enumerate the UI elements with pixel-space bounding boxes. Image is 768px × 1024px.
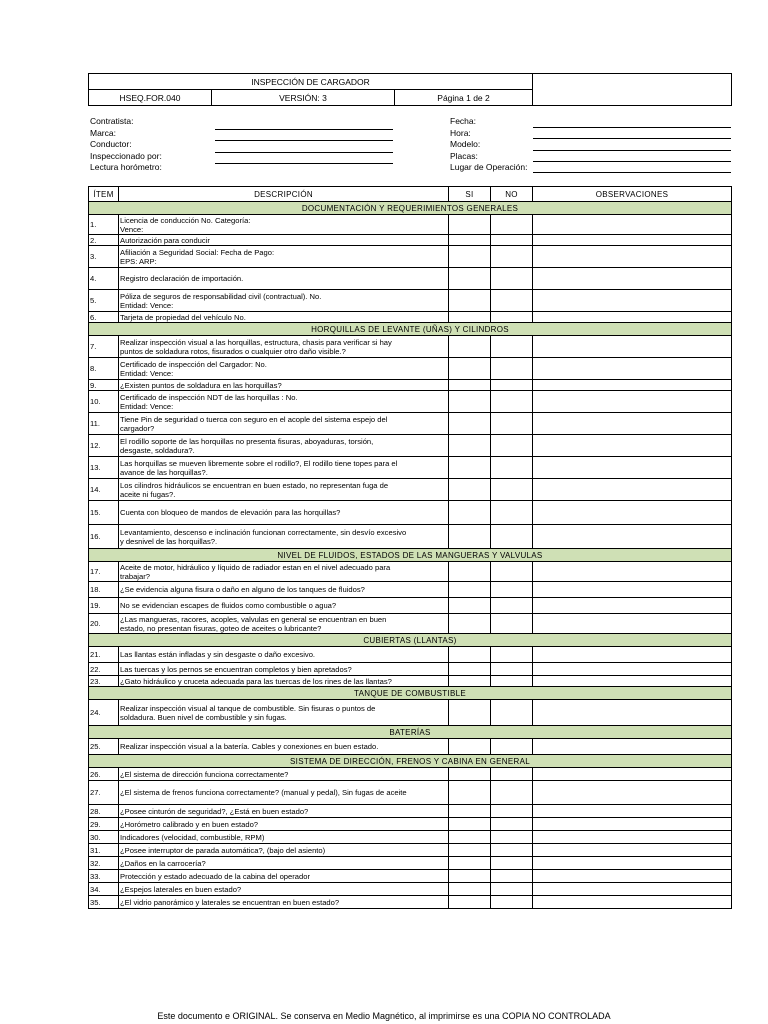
table-row [89,501,732,525]
no-checkbox-cell[interactable] [491,857,533,870]
si-checkbox-cell[interactable] [449,700,491,726]
item-description: ¿Las mangueras, racores, acoples, valvulas en general se encuentran en buen estado, no presentan fisuras, goteo de aceites o lubricante? [119,614,449,634]
observations-cell[interactable] [533,805,732,818]
no-checkbox-cell[interactable] [491,663,533,676]
table-row [89,831,732,844]
item-description: Las tuercas y los pernos se encuentran completos y bien apretados? [119,663,449,676]
section-header [89,323,732,336]
observations-cell[interactable] [533,831,732,844]
section-title: BATERÍAS [89,726,732,739]
item-description: Cuenta con bloqueo de mandos de elevación para las horquillas? [119,501,449,525]
no-checkbox-cell[interactable] [491,739,533,755]
no-checkbox-cell[interactable] [491,896,533,909]
item-description: ¿Daños en la carrocería? [119,857,449,870]
si-checkbox-cell[interactable] [449,844,491,857]
label-hora: Hora: [450,127,471,138]
si-checkbox-cell[interactable] [449,391,491,413]
table-row [89,268,732,290]
item-number: 16. [89,525,119,549]
col-no: NO [491,187,533,202]
table-row [89,598,732,614]
label-horometro: Lectura horómetro: [90,162,162,173]
si-checkbox-cell[interactable] [449,336,491,358]
no-checkbox-cell[interactable] [491,614,533,634]
no-checkbox-cell[interactable] [491,831,533,844]
item-number: 4. [89,268,119,290]
item-number: 33. [89,870,119,883]
label-conductor: Conductor: [90,139,132,150]
si-checkbox-cell[interactable] [449,235,491,246]
item-number: 21. [89,647,119,663]
table-row [89,844,732,857]
no-checkbox-cell[interactable] [491,870,533,883]
item-number: 27. [89,781,119,805]
observations-cell[interactable] [533,562,732,582]
si-checkbox-cell[interactable] [449,413,491,435]
field-inspeccionado[interactable] [215,152,393,153]
field-conductor[interactable] [215,140,393,141]
observations-cell[interactable] [533,235,732,246]
field-marca[interactable] [215,129,393,130]
si-checkbox-cell[interactable] [449,479,491,501]
si-checkbox-cell[interactable] [449,380,491,391]
table-row [89,457,732,479]
item-description: Registro declaración de importación. [119,268,449,290]
si-checkbox-cell[interactable] [449,525,491,549]
si-checkbox-cell[interactable] [449,435,491,457]
si-checkbox-cell[interactable] [449,457,491,479]
item-description: Los cilindros hidráulicos se encuentran en buen estado, no representan fuga de aceite ni fugas?. [119,479,449,501]
item-number: 15. [89,501,119,525]
table-row [89,290,732,312]
item-description: Tarjeta de propiedad del vehículo No. [119,312,449,323]
item-description: Licencia de conducción No. Categoría: Vence: [119,215,449,235]
observations-cell[interactable] [533,413,732,435]
item-description: No se evidencian escapes de fluidos como combustible o agua? [119,598,449,614]
item-number: 23. [89,676,119,687]
no-checkbox-cell[interactable] [491,215,533,235]
item-number: 34. [89,883,119,896]
no-checkbox-cell[interactable] [491,647,533,663]
table-row [89,700,732,726]
item-description: ¿Horómetro calibrado y en buen estado? [119,818,449,831]
document-header [88,73,732,106]
item-number: 32. [89,857,119,870]
table-row [89,413,732,435]
table-row [89,870,732,883]
section-header [89,202,732,215]
si-checkbox-cell[interactable] [449,647,491,663]
info-left [90,116,162,174]
section-header [89,726,732,739]
item-number: 7. [89,336,119,358]
no-checkbox-cell[interactable] [491,380,533,391]
item-number: 3. [89,246,119,268]
no-checkbox-cell[interactable] [491,598,533,614]
no-checkbox-cell[interactable] [491,883,533,896]
table-row [89,781,732,805]
checklist-table [88,186,732,909]
observations-cell[interactable] [533,844,732,857]
item-number: 11. [89,413,119,435]
item-description: Protección y estado adecuado de la cabina del operador [119,870,449,883]
item-description: ¿Posee cinturón de seguridad?, ¿Está en buen estado? [119,805,449,818]
item-number: 2. [89,235,119,246]
observations-cell[interactable] [533,870,732,883]
table-row [89,435,732,457]
si-checkbox-cell[interactable] [449,831,491,844]
table-row [89,818,732,831]
item-description: ¿Espejos laterales en buen estado? [119,883,449,896]
item-description: Aceite de motor, hidráulico y líquido de radiador estan en el nivel adecuado para trabajar? [119,562,449,582]
item-number: 18. [89,582,119,598]
item-number: 19. [89,598,119,614]
item-description: Certificado de inspección del Cargador: No. Entidad: Vence: [119,358,449,380]
observations-cell[interactable] [533,857,732,870]
si-checkbox-cell[interactable] [449,857,491,870]
no-checkbox-cell[interactable] [491,312,533,323]
item-number: 31. [89,844,119,857]
item-number: 14. [89,479,119,501]
column-header-row [89,187,732,202]
label-modelo: Modelo: [450,139,481,150]
observations-cell[interactable] [533,380,732,391]
item-description: Realizar inspección visual a las horquillas, estructura, chasis para verificar si hay puntos de soldadura rotos, fisurados o cualquier otro daño visible.? [119,336,449,358]
table-row [89,562,732,582]
table-row [89,582,732,598]
no-checkbox-cell[interactable] [491,700,533,726]
si-checkbox-cell[interactable] [449,805,491,818]
si-checkbox-cell[interactable] [449,768,491,781]
observations-cell[interactable] [533,598,732,614]
no-checkbox-cell[interactable] [491,336,533,358]
si-checkbox-cell[interactable] [449,582,491,598]
section-header [89,755,732,768]
footer-note: Este documento e ORIGINAL. Se conserva en Medio Magnético, al imprimirse es una COPIA NO CONTROLADA [157,1011,611,1021]
item-number: 28. [89,805,119,818]
observations-cell[interactable] [533,290,732,312]
si-checkbox-cell[interactable] [449,215,491,235]
table-row [89,883,732,896]
observations-cell[interactable] [533,663,732,676]
observations-cell[interactable] [533,781,732,805]
no-checkbox-cell[interactable] [491,676,533,687]
table-row [89,525,732,549]
table-row [89,215,732,235]
no-checkbox-cell[interactable] [491,268,533,290]
no-checkbox-cell[interactable] [491,501,533,525]
si-checkbox-cell[interactable] [449,501,491,525]
si-checkbox-cell[interactable] [449,562,491,582]
table-row [89,246,732,268]
item-description: Levantamiento, descenso e inclinación funcionan correctamente, sin desvío excesivo y desnivel de las horquillas?. [119,525,449,549]
no-checkbox-cell[interactable] [491,435,533,457]
no-checkbox-cell[interactable] [491,457,533,479]
observations-cell[interactable] [533,457,732,479]
item-number: 17. [89,562,119,582]
no-checkbox-cell[interactable] [491,358,533,380]
observations-cell[interactable] [533,215,732,235]
no-checkbox-cell[interactable] [491,582,533,598]
observations-cell[interactable] [533,336,732,358]
col-description: DESCRIPCIÓN [119,187,449,202]
table-row [89,663,732,676]
observations-cell[interactable] [533,818,732,831]
item-description: Afiliación a Seguridad Social: Fecha de Pago: EPS: ARP: [119,246,449,268]
field-horometro[interactable] [215,163,393,164]
col-observaciones: OBSERVACIONES [533,187,732,202]
si-checkbox-cell[interactable] [449,883,491,896]
no-checkbox-cell[interactable] [491,413,533,435]
item-description: El rodillo soporte de las horquillas no presenta fisuras, aboyaduras, torsión, desgaste, soldadura?. [119,435,449,457]
table-row [89,614,732,634]
table-row [89,676,732,687]
si-checkbox-cell[interactable] [449,358,491,380]
label-marca: Marca: [90,127,116,138]
item-description: Póliza de seguros de responsabilidad civil (contractual). No. Entidad: Vence: [119,290,449,312]
item-number: 26. [89,768,119,781]
item-description: ¿Se evidencia alguna fisura o daño en alguno de los tanques de fluidos? [119,582,449,598]
si-checkbox-cell[interactable] [449,614,491,634]
item-number: 29. [89,818,119,831]
table-row [89,896,732,909]
table-row [89,739,732,755]
table-row [89,336,732,358]
observations-cell[interactable] [533,647,732,663]
field-modelo[interactable] [533,150,731,151]
field-hora[interactable] [533,138,731,139]
document-version: VERSIÓN: 3 [212,90,395,106]
item-description: Realizar inspección visual a la batería. Cables y conexiones en buen estado. [119,739,449,755]
observations-cell[interactable] [533,883,732,896]
observations-cell[interactable] [533,358,732,380]
item-number: 9. [89,380,119,391]
item-description: ¿El sistema de dirección funciona correctamente? [119,768,449,781]
document-code: HSEQ.FOR.040 [89,90,212,106]
si-checkbox-cell[interactable] [449,598,491,614]
section-title: DOCUMENTACIÓN Y REQUERIMIENTOS GENERALES [89,202,732,215]
si-checkbox-cell[interactable] [449,663,491,676]
item-number: 13. [89,457,119,479]
label-fecha: Fecha: [450,116,476,126]
observations-cell[interactable] [533,739,732,755]
section-title: NIVEL DE FLUIDOS, ESTADOS DE LAS MANGUERAS Y VALVULAS [89,549,732,562]
item-description: Las horquillas se mueven libremente sobre el rodillo?, El rodillo tiene topes para el avance de las horquillas?. [119,457,449,479]
label-inspeccionado: Inspeccionado por: [90,150,162,161]
si-checkbox-cell[interactable] [449,676,491,687]
observations-cell[interactable] [533,435,732,457]
item-description: Certificado de inspección NDT de las horquillas : No. Entidad: Vence: [119,391,449,413]
item-number: 1. [89,215,119,235]
item-number: 5. [89,290,119,312]
observations-cell[interactable] [533,700,732,726]
table-row [89,358,732,380]
si-checkbox-cell[interactable] [449,290,491,312]
no-checkbox-cell[interactable] [491,391,533,413]
col-item: ÍTEM [89,187,119,202]
field-placas[interactable] [533,161,731,162]
table-row [89,235,732,246]
observations-cell[interactable] [533,614,732,634]
table-row [89,805,732,818]
item-description: ¿El sistema de frenos funciona correctamente? (manual y pedal), Sin fugas de aceite [119,781,449,805]
section-title: HORQUILLAS DE LEVANTE (UÑAS) Y CILINDROS [89,323,732,336]
table-row [89,312,732,323]
si-checkbox-cell[interactable] [449,781,491,805]
section-title: CUBIERTAS (LLANTAS) [89,634,732,647]
label-contratista: Contratista: [90,116,134,126]
section-title: TANQUE DE COMBUSTIBLE [89,687,732,700]
no-checkbox-cell[interactable] [491,290,533,312]
section-header [89,634,732,647]
info-right [450,116,528,174]
si-checkbox-cell[interactable] [449,246,491,268]
no-checkbox-cell[interactable] [491,246,533,268]
header-blank-cell [533,74,732,106]
item-number: 8. [89,358,119,380]
observations-cell[interactable] [533,525,732,549]
observations-cell[interactable] [533,582,732,598]
no-checkbox-cell[interactable] [491,479,533,501]
no-checkbox-cell[interactable] [491,781,533,805]
observations-cell[interactable] [533,896,732,909]
table-row [89,380,732,391]
observations-cell[interactable] [533,268,732,290]
field-fecha[interactable] [533,127,731,128]
item-number: 24. [89,700,119,726]
table-row [89,391,732,413]
item-description: ¿Existen puntos de soldadura en las horquillas? [119,380,449,391]
si-checkbox-cell[interactable] [449,870,491,883]
section-header [89,549,732,562]
item-number: 35. [89,896,119,909]
observations-cell[interactable] [533,768,732,781]
page-number: Página 1 de 2 [395,90,533,106]
item-description: ¿Posee interruptor de parada automática?, (bajo del asiento) [119,844,449,857]
si-checkbox-cell[interactable] [449,312,491,323]
no-checkbox-cell[interactable] [491,768,533,781]
label-lugar: Lugar de Operación: [450,162,528,173]
observations-cell[interactable] [533,391,732,413]
no-checkbox-cell[interactable] [491,235,533,246]
observations-cell[interactable] [533,676,732,687]
no-checkbox-cell[interactable] [491,562,533,582]
table-row [89,857,732,870]
col-si: SI [449,187,491,202]
table-row [89,768,732,781]
observations-cell[interactable] [533,501,732,525]
si-checkbox-cell[interactable] [449,739,491,755]
item-description: Las llantas están infladas y sin desgaste o daño excesivo. [119,647,449,663]
si-checkbox-cell[interactable] [449,818,491,831]
item-number: 6. [89,312,119,323]
observations-cell[interactable] [533,312,732,323]
item-number: 10. [89,391,119,413]
item-description: Autorización para conducir [119,235,449,246]
field-lugar[interactable] [533,172,731,173]
observations-cell[interactable] [533,479,732,501]
section-title: SISTEMA DE DIRECCIÓN, FRENOS Y CABINA EN GENERAL [89,755,732,768]
item-description: Tiene Pin de seguridad o tuerca con seguro en el acople del sistema espejo del cargador? [119,413,449,435]
no-checkbox-cell[interactable] [491,525,533,549]
no-checkbox-cell[interactable] [491,818,533,831]
item-description: Indicadores (velocidad, combustible, RPM) [119,831,449,844]
item-description: ¿El vidrio panorámico y laterales se encuentran en buen estado? [119,896,449,909]
item-description: ¿Gato hidráulico y cruceta adecuada para las tuercas de los rines de las llantas? [119,676,449,687]
document-title: INSPECCIÓN DE CARGADOR [89,74,533,90]
label-placas: Placas: [450,150,478,161]
table-row [89,647,732,663]
no-checkbox-cell[interactable] [491,844,533,857]
si-checkbox-cell[interactable] [449,896,491,909]
item-number: 22. [89,663,119,676]
no-checkbox-cell[interactable] [491,805,533,818]
item-number: 25. [89,739,119,755]
item-description: Realizar inspección visual al tanque de combustible. Sin fisuras o puntos de soldadura. Buen nivel de combustible y sin fugas. [119,700,449,726]
observations-cell[interactable] [533,246,732,268]
item-number: 12. [89,435,119,457]
item-number: 30. [89,831,119,844]
item-number: 20. [89,614,119,634]
section-header [89,687,732,700]
table-row [89,479,732,501]
si-checkbox-cell[interactable] [449,268,491,290]
